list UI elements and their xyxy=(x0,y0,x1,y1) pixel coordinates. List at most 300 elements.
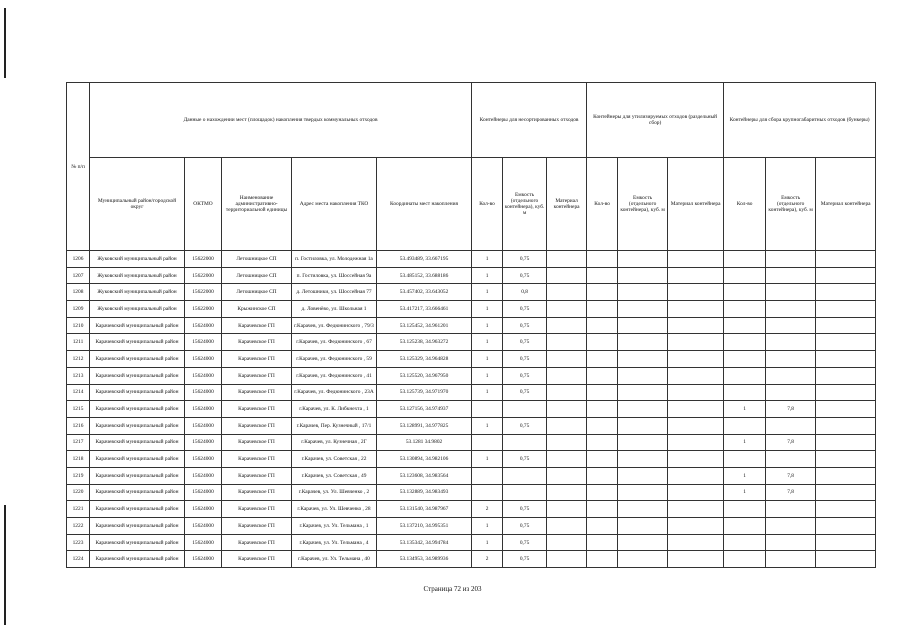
row-number: 1214 xyxy=(67,384,90,401)
row-number: 1223 xyxy=(67,534,90,551)
separate-material-cell xyxy=(668,467,724,484)
bulky-material-cell xyxy=(816,267,876,284)
table-row xyxy=(67,317,876,334)
unsorted-material-cell xyxy=(547,501,587,518)
unsorted-count-cell: 1 xyxy=(472,334,503,351)
oktmo-cell: 15624000 xyxy=(185,484,222,501)
row-number: 1219 xyxy=(67,467,90,484)
unsorted-material-cell xyxy=(547,451,587,468)
coordinates-cell: 53.132889, 34.983493 xyxy=(377,484,472,501)
admin-unit-cell: Карачевское ГП xyxy=(222,467,292,484)
separate-capacity-cell xyxy=(618,267,668,284)
separate-material-cell xyxy=(668,518,724,535)
bulky-material-cell xyxy=(816,401,876,418)
bulky-count-cell xyxy=(724,367,766,384)
unsorted-count-cell: 2 xyxy=(472,501,503,518)
header-group-main: Данные о нахождении мест (площадок) накопления твердых коммунальных отходов xyxy=(90,83,472,158)
bulky-count-cell: 1 xyxy=(724,401,766,418)
coordinates-cell: 53.457402, 33.643052 xyxy=(377,284,472,301)
admin-unit-cell: Карачевское ГП xyxy=(222,367,292,384)
bulky-capacity-cell xyxy=(766,301,816,318)
oktmo-cell: 15624000 xyxy=(185,501,222,518)
admin-unit-cell: Карачевское ГП xyxy=(222,317,292,334)
municipal-cell: Карачевский муниципальный район xyxy=(90,434,185,451)
unsorted-count-cell: 1 xyxy=(472,351,503,368)
unsorted-count-cell xyxy=(472,434,503,451)
separate-material-cell xyxy=(668,534,724,551)
address-cell: г.Карачев, ул. Ул. Шевченко , 2 xyxy=(292,484,377,501)
coordinates-cell: 53.135342, 34.994784 xyxy=(377,534,472,551)
header-admin-unit: Наименование административно-территориальной единицы xyxy=(222,158,292,251)
unsorted-count-cell: 1 xyxy=(472,451,503,468)
bulky-material-cell xyxy=(816,367,876,384)
separate-capacity-cell xyxy=(618,551,668,568)
coordinates-cell: 53.128991, 34.977825 xyxy=(377,417,472,434)
table-row xyxy=(67,267,876,284)
table-row xyxy=(67,351,876,368)
row-number: 1221 xyxy=(67,501,90,518)
unsorted-count-cell xyxy=(472,484,503,501)
separate-material-cell xyxy=(668,501,724,518)
bulky-material-cell xyxy=(816,551,876,568)
separate-count-cell xyxy=(587,401,618,418)
address-cell: г.Карачев, ул. Кузнечная , 2Г xyxy=(292,434,377,451)
row-number: 1212 xyxy=(67,351,90,368)
separate-count-cell xyxy=(587,434,618,451)
separate-count-cell xyxy=(587,251,618,268)
row-number: 1217 xyxy=(67,434,90,451)
unsorted-capacity-cell: 0,75 xyxy=(503,417,547,434)
unsorted-count-cell: 1 xyxy=(472,384,503,401)
unsorted-capacity-cell: 0,75 xyxy=(503,501,547,518)
unsorted-material-cell xyxy=(547,284,587,301)
separate-count-cell xyxy=(587,534,618,551)
admin-unit-cell: Карачевское ГП xyxy=(222,384,292,401)
separate-capacity-cell xyxy=(618,301,668,318)
bulky-count-cell: 1 xyxy=(724,484,766,501)
oktmo-cell: 15624000 xyxy=(185,317,222,334)
municipal-cell: Жуковский муниципальный район xyxy=(90,251,185,268)
admin-unit-cell: Летошницкое СП xyxy=(222,251,292,268)
separate-material-cell xyxy=(668,351,724,368)
bulky-count-cell xyxy=(724,334,766,351)
admin-unit-cell: Карачевское ГП xyxy=(222,401,292,418)
address-cell: г.Карачев, ул. Ул. Тельмана , 4 xyxy=(292,534,377,551)
coordinates-cell: 53.125739, 34.971970 xyxy=(377,384,472,401)
separate-count-cell xyxy=(587,467,618,484)
unsorted-capacity-cell: 0,75 xyxy=(503,317,547,334)
bulky-count-cell xyxy=(724,317,766,334)
coordinates-cell: 53.125329, 34.964828 xyxy=(377,351,472,368)
address-cell: д. Летошники, ул. Шоссейная 77 xyxy=(292,284,377,301)
bulky-count-cell xyxy=(724,501,766,518)
admin-unit-cell: Карачевское ГП xyxy=(222,551,292,568)
header-capacity: Емкость (отдельного контейнера), куб. м xyxy=(766,158,816,251)
separate-material-cell xyxy=(668,284,724,301)
row-number: 1210 xyxy=(67,317,90,334)
oktmo-cell: 15624000 xyxy=(185,467,222,484)
bulky-capacity-cell xyxy=(766,534,816,551)
address-cell: г.Карачев, ул. К. Либкнехта , 1 xyxy=(292,401,377,418)
header-group-separate: Контейнеры для утилизируемых отходов (раздельный сбор) xyxy=(587,83,724,158)
bulky-capacity-cell xyxy=(766,501,816,518)
separate-capacity-cell xyxy=(618,384,668,401)
bulky-material-cell xyxy=(816,417,876,434)
municipal-cell: Карачевский муниципальный район xyxy=(90,551,185,568)
header-material: Материал контейнера xyxy=(816,158,876,251)
header-count: Кол-во xyxy=(724,158,766,251)
address-cell: г.Карачев, ул. Федюнинского , 79/3 xyxy=(292,317,377,334)
bulky-capacity-cell: 7,8 xyxy=(766,484,816,501)
bulky-capacity-cell xyxy=(766,518,816,535)
unsorted-material-cell xyxy=(547,401,587,418)
oktmo-cell: 15624000 xyxy=(185,351,222,368)
unsorted-count-cell: 1 xyxy=(472,251,503,268)
oktmo-cell: 15624000 xyxy=(185,367,222,384)
separate-material-cell xyxy=(668,451,724,468)
coordinates-cell: 53.125452, 34.961201 xyxy=(377,317,472,334)
admin-unit-cell: Карачевское ГП xyxy=(222,351,292,368)
table-row xyxy=(67,301,876,318)
municipal-cell: Карачевский муниципальный район xyxy=(90,467,185,484)
unsorted-material-cell xyxy=(547,518,587,535)
municipal-cell: Карачевский муниципальный район xyxy=(90,401,185,418)
address-cell: г.Карачев, ул. Федюнинского , 67 xyxy=(292,334,377,351)
municipal-cell: Карачевский муниципальный район xyxy=(90,534,185,551)
bulky-count-cell xyxy=(724,301,766,318)
bulky-material-cell xyxy=(816,334,876,351)
separate-material-cell xyxy=(668,367,724,384)
bulky-count-cell xyxy=(724,551,766,568)
separate-capacity-cell xyxy=(618,401,668,418)
table-body xyxy=(67,251,876,568)
unsorted-count-cell: 1 xyxy=(472,367,503,384)
table-row xyxy=(67,417,876,434)
separate-material-cell xyxy=(668,317,724,334)
separate-material-cell xyxy=(668,401,724,418)
unsorted-material-cell xyxy=(547,267,587,284)
bulky-capacity-cell xyxy=(766,417,816,434)
address-cell: г.Карачев, ул. Советская , 49 xyxy=(292,467,377,484)
unsorted-material-cell xyxy=(547,301,587,318)
header-municipal: Муниципальный район/городской округ xyxy=(90,158,185,251)
oktmo-cell: 15624000 xyxy=(185,534,222,551)
unsorted-count-cell: 1 xyxy=(472,317,503,334)
table-row xyxy=(67,518,876,535)
oktmo-cell: 15624000 xyxy=(185,334,222,351)
row-number: 1206 xyxy=(67,251,90,268)
unsorted-material-cell xyxy=(547,484,587,501)
unsorted-capacity-cell: 0,75 xyxy=(503,551,547,568)
bulky-count-cell xyxy=(724,251,766,268)
header-capacity: Емкость (отдельного контейнера), куб. м xyxy=(618,158,668,251)
bulky-material-cell xyxy=(816,301,876,318)
bulky-material-cell xyxy=(816,284,876,301)
bulky-count-cell xyxy=(724,518,766,535)
oktmo-cell: 15622000 xyxy=(185,267,222,284)
address-cell: г.Карачев, ул. Ул. Тельмана , 40 xyxy=(292,551,377,568)
bulky-material-cell xyxy=(816,251,876,268)
separate-count-cell xyxy=(587,334,618,351)
bulky-capacity-cell xyxy=(766,267,816,284)
bulky-count-cell xyxy=(724,417,766,434)
separate-capacity-cell xyxy=(618,334,668,351)
separate-count-cell xyxy=(587,417,618,434)
separate-capacity-cell xyxy=(618,251,668,268)
address-cell: г.Карачев, ул. Федюнинского , 23А xyxy=(292,384,377,401)
bulky-capacity-cell xyxy=(766,284,816,301)
unsorted-capacity-cell xyxy=(503,434,547,451)
admin-unit-cell: Карачевское ГП xyxy=(222,501,292,518)
bulky-count-cell xyxy=(724,534,766,551)
separate-material-cell xyxy=(668,484,724,501)
row-number: 1220 xyxy=(67,484,90,501)
row-number: 1208 xyxy=(67,284,90,301)
separate-count-cell xyxy=(587,351,618,368)
header-capacity: Емкость (отдельного контейнера), куб. м xyxy=(503,158,547,251)
bulky-material-cell xyxy=(816,467,876,484)
oktmo-cell: 15624000 xyxy=(185,417,222,434)
admin-unit-cell: Карачевское ГП xyxy=(222,451,292,468)
unsorted-capacity-cell: 0,75 xyxy=(503,518,547,535)
separate-count-cell xyxy=(587,284,618,301)
unsorted-count-cell: 1 xyxy=(472,284,503,301)
municipal-cell: Карачевский муниципальный район xyxy=(90,501,185,518)
unsorted-capacity-cell: 0,8 xyxy=(503,284,547,301)
unsorted-material-cell xyxy=(547,534,587,551)
unsorted-count-cell: 1 xyxy=(472,417,503,434)
separate-material-cell xyxy=(668,434,724,451)
admin-unit-cell: Карачевское ГП xyxy=(222,534,292,551)
address-cell: г.Карачев, ул. Федюнинского , 59 xyxy=(292,351,377,368)
bulky-capacity-cell xyxy=(766,384,816,401)
table-row xyxy=(67,367,876,384)
separate-material-cell xyxy=(668,384,724,401)
bulky-count-cell xyxy=(724,351,766,368)
separate-capacity-cell xyxy=(618,351,668,368)
coordinates-cell: 53.125520, 34.967950 xyxy=(377,367,472,384)
bulky-material-cell xyxy=(816,501,876,518)
coordinates-cell: 53.1281 34.9802 xyxy=(377,434,472,451)
address-cell: г.Карачев, ул. Ул. Шевченко , 28 xyxy=(292,501,377,518)
unsorted-capacity-cell: 0,75 xyxy=(503,351,547,368)
coordinates-cell: 53.134953, 34.989936 xyxy=(377,551,472,568)
bulky-material-cell xyxy=(816,351,876,368)
row-number: 1213 xyxy=(67,367,90,384)
row-number: 1207 xyxy=(67,267,90,284)
separate-count-cell xyxy=(587,501,618,518)
municipal-cell: Жуковский муниципальный район xyxy=(90,301,185,318)
municipal-cell: Карачевский муниципальный район xyxy=(90,367,185,384)
separate-count-cell xyxy=(587,317,618,334)
coordinates-cell: 53.123608, 34.983564 xyxy=(377,467,472,484)
coordinates-cell: 53.137210, 34.995351 xyxy=(377,518,472,535)
unsorted-count-cell: 1 xyxy=(472,267,503,284)
admin-unit-cell: Карачевское ГП xyxy=(222,518,292,535)
header-count: Кол-во xyxy=(587,158,618,251)
header-number: № п/п xyxy=(67,83,90,251)
unsorted-capacity-cell xyxy=(503,401,547,418)
header-coordinates: Координаты мест накопления xyxy=(377,158,472,251)
bulky-count-cell xyxy=(724,284,766,301)
row-number: 1218 xyxy=(67,451,90,468)
header-material: Материал контейнера xyxy=(668,158,724,251)
header-row-columns xyxy=(67,158,876,251)
unsorted-material-cell xyxy=(547,251,587,268)
municipal-cell: Карачевский муниципальный район xyxy=(90,384,185,401)
separate-count-cell xyxy=(587,267,618,284)
unsorted-capacity-cell: 0,75 xyxy=(503,267,547,284)
address-cell: п. Гостиловка, ул. Шоссейная 9а xyxy=(292,267,377,284)
oktmo-cell: 15622000 xyxy=(185,284,222,301)
unsorted-material-cell xyxy=(547,434,587,451)
bulky-material-cell xyxy=(816,317,876,334)
oktmo-cell: 15624000 xyxy=(185,384,222,401)
unsorted-material-cell xyxy=(547,467,587,484)
header-material: Материал контейнера xyxy=(547,158,587,251)
bulky-count-cell: 1 xyxy=(724,467,766,484)
bulky-capacity-cell: 7,8 xyxy=(766,434,816,451)
unsorted-count-cell: 1 xyxy=(472,534,503,551)
unsorted-capacity-cell: 0,75 xyxy=(503,334,547,351)
municipal-cell: Карачевский муниципальный район xyxy=(90,351,185,368)
separate-count-cell xyxy=(587,384,618,401)
separate-capacity-cell xyxy=(618,501,668,518)
unsorted-material-cell xyxy=(547,334,587,351)
address-cell: г.Карачев, ул. Ул. Тельмана , 1 xyxy=(292,518,377,535)
separate-capacity-cell xyxy=(618,534,668,551)
address-cell: г.Карачев, Пер. Кузнечный , 17/1 xyxy=(292,417,377,434)
unsorted-count-cell: 1 xyxy=(472,518,503,535)
unsorted-capacity-cell: 0,75 xyxy=(503,301,547,318)
address-cell: г.Карачев, ул. Федюнинского , 41 xyxy=(292,367,377,384)
coordinates-cell: 53.130894, 34.982106 xyxy=(377,451,472,468)
unsorted-capacity-cell: 0,75 xyxy=(503,534,547,551)
unsorted-material-cell xyxy=(547,417,587,434)
page-number: Страница 72 из 203 xyxy=(423,585,482,593)
admin-unit-cell: Карачевское ГП xyxy=(222,417,292,434)
separate-count-cell xyxy=(587,367,618,384)
separate-capacity-cell xyxy=(618,317,668,334)
oktmo-cell: 15624000 xyxy=(185,551,222,568)
unsorted-material-cell xyxy=(547,367,587,384)
coordinates-cell: 53.417217, 33.666461 xyxy=(377,301,472,318)
separate-capacity-cell xyxy=(618,518,668,535)
bulky-capacity-cell xyxy=(766,317,816,334)
address-cell: д. Ловенёво, ул. Школьная 1 xyxy=(292,301,377,318)
scan-edge-mark xyxy=(4,505,6,625)
table-row xyxy=(67,451,876,468)
header-row-groups xyxy=(67,83,876,158)
coordinates-cell: 53.131540, 34.987967 xyxy=(377,501,472,518)
unsorted-capacity-cell: 0,75 xyxy=(503,367,547,384)
table-row xyxy=(67,534,876,551)
municipal-cell: Карачевский муниципальный район xyxy=(90,484,185,501)
table-row xyxy=(67,401,876,418)
bulky-material-cell xyxy=(816,484,876,501)
table-row xyxy=(67,551,876,568)
oktmo-cell: 15624000 xyxy=(185,451,222,468)
row-number: 1209 xyxy=(67,301,90,318)
bulky-capacity-cell xyxy=(766,334,816,351)
unsorted-material-cell xyxy=(547,351,587,368)
table-row xyxy=(67,467,876,484)
municipal-cell: Карачевский муниципальный район xyxy=(90,417,185,434)
bulky-capacity-cell: 7,8 xyxy=(766,467,816,484)
separate-capacity-cell xyxy=(618,467,668,484)
admin-unit-cell: Летошницкое СП xyxy=(222,284,292,301)
municipal-cell: Карачевский муниципальный район xyxy=(90,518,185,535)
coordinates-cell: 53.125238, 34.963272 xyxy=(377,334,472,351)
municipal-cell: Жуковский муниципальный район xyxy=(90,267,185,284)
unsorted-material-cell xyxy=(547,384,587,401)
separate-material-cell xyxy=(668,267,724,284)
header-count: Кол-во xyxy=(472,158,503,251)
admin-unit-cell: Карачевское ГП xyxy=(222,334,292,351)
row-number: 1215 xyxy=(67,401,90,418)
bulky-capacity-cell xyxy=(766,251,816,268)
table-row xyxy=(67,484,876,501)
table-row xyxy=(67,284,876,301)
separate-capacity-cell xyxy=(618,451,668,468)
unsorted-material-cell xyxy=(547,551,587,568)
separate-count-cell xyxy=(587,451,618,468)
bulky-count-cell: 1 xyxy=(724,434,766,451)
separate-capacity-cell xyxy=(618,417,668,434)
unsorted-capacity-cell xyxy=(503,484,547,501)
row-number: 1222 xyxy=(67,518,90,535)
separate-count-cell xyxy=(587,484,618,501)
separate-count-cell xyxy=(587,551,618,568)
unsorted-capacity-cell: 0,75 xyxy=(503,451,547,468)
bulky-material-cell xyxy=(816,451,876,468)
municipal-cell: Карачевский муниципальный район xyxy=(90,451,185,468)
municipal-cell: Карачевский муниципальный район xyxy=(90,317,185,334)
bulky-material-cell xyxy=(816,434,876,451)
header-address: Адрес места накопления ТКО xyxy=(292,158,377,251)
municipal-cell: Жуковский муниципальный район xyxy=(90,284,185,301)
separate-material-cell xyxy=(668,301,724,318)
separate-count-cell xyxy=(587,518,618,535)
bulky-material-cell xyxy=(816,534,876,551)
coordinates-cell: 53.127156, 34.974937 xyxy=(377,401,472,418)
address-cell: п. Гостиловка, ул. Молодежная 1а xyxy=(292,251,377,268)
unsorted-count-cell xyxy=(472,401,503,418)
separate-count-cell xyxy=(587,301,618,318)
table-row xyxy=(67,501,876,518)
row-number: 1216 xyxy=(67,417,90,434)
unsorted-capacity-cell: 0,75 xyxy=(503,251,547,268)
separate-capacity-cell xyxy=(618,484,668,501)
bulky-capacity-cell xyxy=(766,451,816,468)
table-row xyxy=(67,434,876,451)
separate-material-cell xyxy=(668,417,724,434)
separate-material-cell xyxy=(668,334,724,351)
bulky-capacity-cell xyxy=(766,367,816,384)
oktmo-cell: 15622000 xyxy=(185,251,222,268)
bulky-capacity-cell: 7,8 xyxy=(766,401,816,418)
bulky-count-cell xyxy=(724,267,766,284)
oktmo-cell: 15624000 xyxy=(185,401,222,418)
admin-unit-cell: Карачевское ГП xyxy=(222,484,292,501)
bulky-material-cell xyxy=(816,518,876,535)
header-group-bulky: Контейнеры для сбора крупногабаритных отходов (бункеры) xyxy=(724,83,876,158)
unsorted-material-cell xyxy=(547,317,587,334)
coordinates-cell: 53.485152, 33.688186 xyxy=(377,267,472,284)
unsorted-count-cell: 2 xyxy=(472,551,503,568)
bulky-capacity-cell xyxy=(766,551,816,568)
table-row xyxy=(67,251,876,268)
